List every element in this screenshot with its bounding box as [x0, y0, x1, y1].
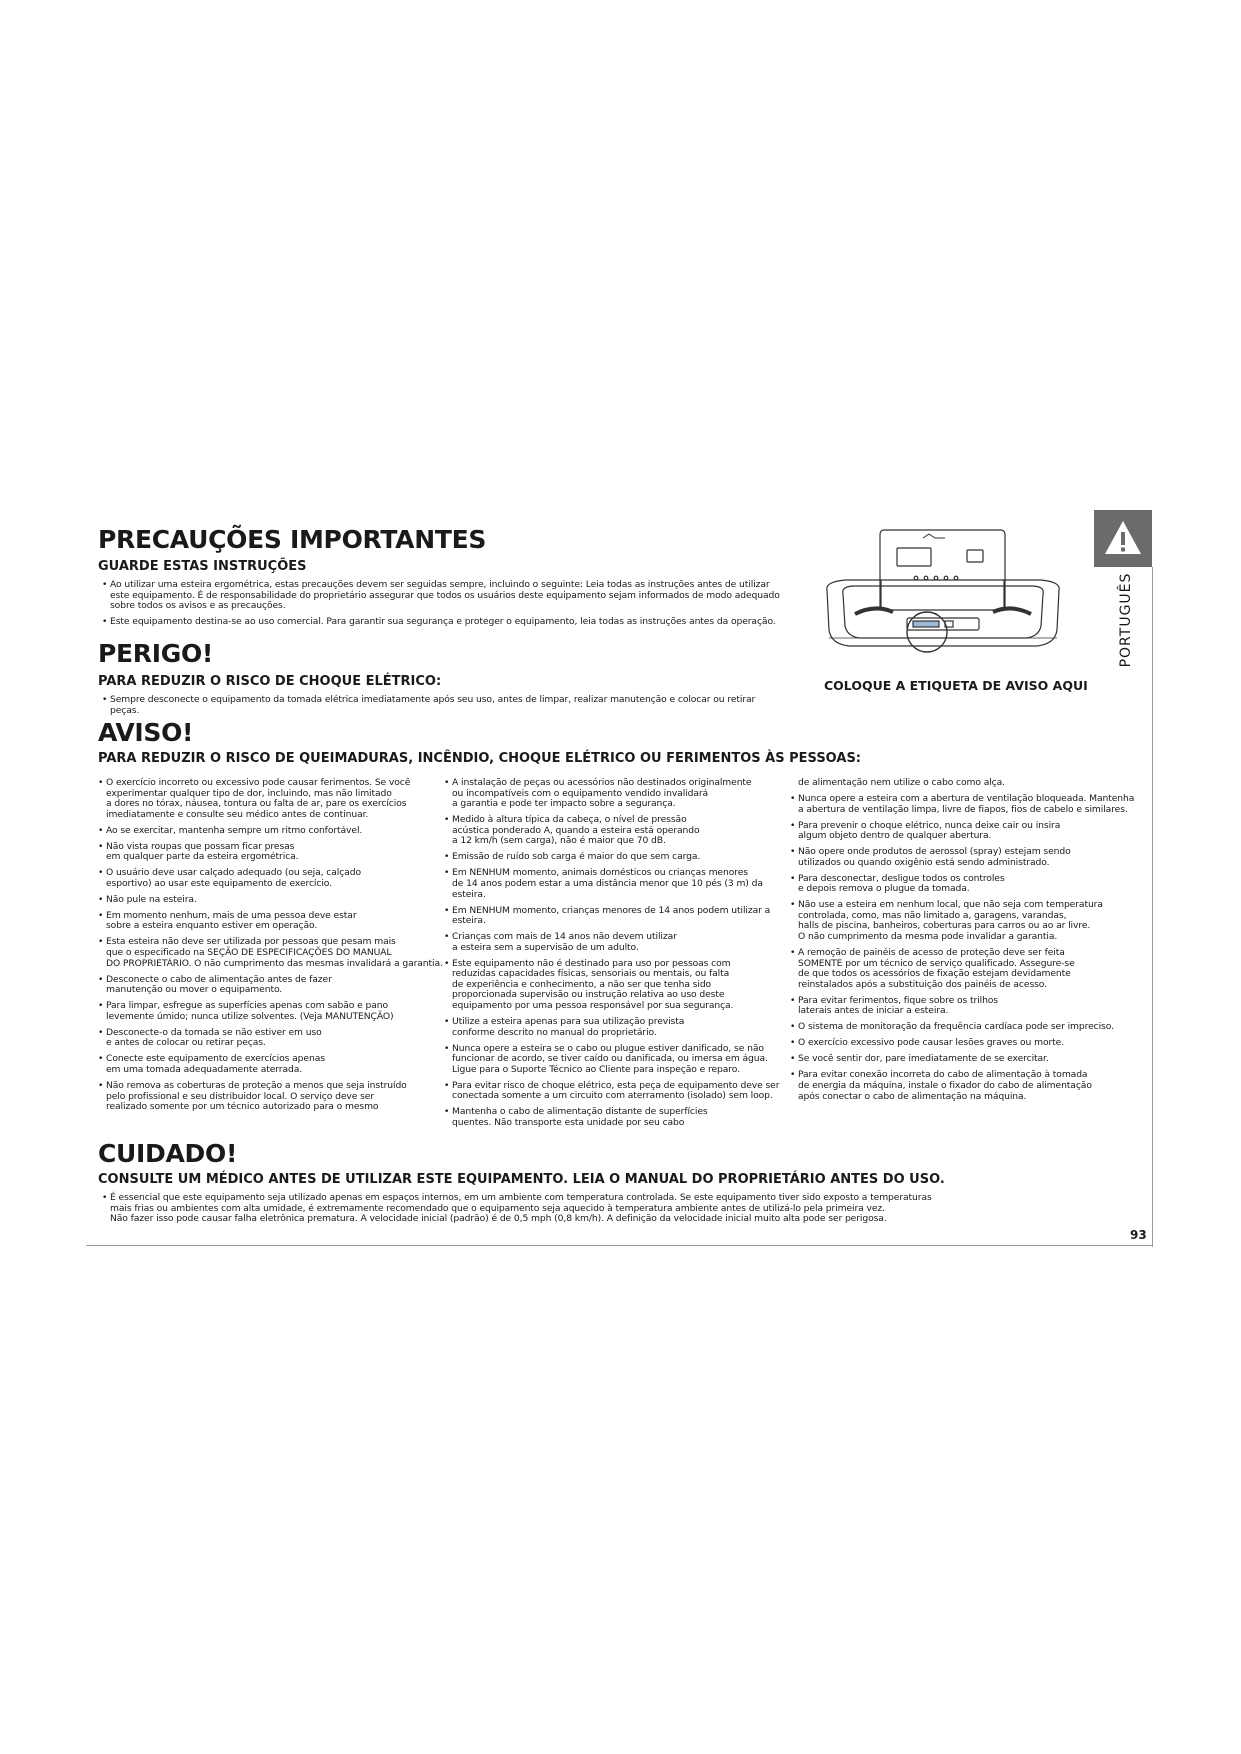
danger-subheading: PARA REDUZIR O RISCO DE CHOQUE ELÉTRICO:	[98, 674, 442, 689]
list-item: • Desconecte-o da tomada se não estiver em uso e antes de colocar ou retirar peças.	[98, 1028, 450, 1049]
continued-text: de alimentação nem utilize o cabo como alça.	[798, 777, 1005, 788]
list-item: • Não opere onde produtos de aerossol (spray) estejam sendo utilizados ou quando oxigênio está sendo administrado.	[790, 847, 1142, 868]
list-item: • Crianças com mais de 14 anos não devem utilizar a esteira sem a supervisão de um adulto.	[444, 932, 796, 953]
list-item: • O exercício excessivo pode causar lesões graves ou morte.	[790, 1038, 1142, 1049]
side-divider	[1152, 567, 1153, 1247]
list-item: • Sempre desconecte o equipamento da tomada elétrica imediatamente após seu uso, antes de limpar, realizar manutenção e colocar ou retirar peças.	[102, 695, 802, 716]
caution-heading: CUIDADO!	[98, 1139, 238, 1168]
list-item: • O sistema de monitoração da frequência cardíaca pode ser impreciso.	[790, 1022, 1142, 1033]
page-number: 93	[1130, 1228, 1147, 1242]
list-item: • Este equipamento destina-se ao uso comercial. Para garantir sua segurança e proteger o equipamento, leia todas as instruções antes da operação.	[102, 617, 802, 628]
list-item: • Utilize a esteira apenas para sua utilização prevista conforme descrito no manual do proprietário.	[444, 1017, 796, 1038]
list-item: • Para desconectar, desligue todos os controles e depois remova o plugue da tomada.	[790, 874, 1142, 895]
list-item: • Em momento nenhum, mais de uma pessoa deve estar sobre a esteira enquanto estiver em operação.	[98, 911, 450, 932]
list-item: • Não use a esteira em nenhum local, que não seja com temperatura controlada, como, mas não limitado a, garagens, varandas, halls de piscina, banheiros, coberturas para carros ou ao ar livre. O não cumprimento da mesma pode invalidar a garantia.	[790, 900, 1142, 942]
list-item: • Para evitar risco de choque elétrico, esta peça de equipamento deve ser conectada somente a um circuito com aterramento (isolado) sem loop.	[444, 1081, 796, 1102]
list-item: • Este equipamento não é destinado para uso por pessoas com reduzidas capacidades físicas, sensoriais ou mentais, ou falta de experiência e conhecimento, a não ser que tenha sido proporcionada supervisão ou instrução relativa ao uso deste equipamento por uma pessoa responsável por sua segurança.	[444, 959, 796, 1012]
warning-column-2	[444, 778, 796, 1134]
list-item: • Não remova as coberturas de proteção a menos que seja instruído pelo profissional e seu distribuidor local. O serviço deve ser realizado somente por um técnico autorizado para o mesmo	[98, 1081, 450, 1113]
list-item: • Em NENHUM momento, animais domésticos ou crianças menores de 14 anos podem estar a uma distância menor que 10 pés (3 m) da esteira.	[444, 868, 796, 900]
warning-column-3	[790, 778, 1142, 1108]
list-item: • Se você sentir dor, pare imediatamente de se exercitar.	[790, 1054, 1142, 1065]
caution-list	[102, 1193, 962, 1230]
bottom-rule	[86, 1245, 1152, 1246]
warning-subheading: PARA REDUZIR O RISCO DE QUEIMADURAS, INCÊNDIO, CHOQUE ELÉTRICO OU FERIMENTOS ÀS PESSOAS:	[98, 751, 862, 766]
list-item: • Ao se exercitar, mantenha sempre um ritmo confortável.	[98, 826, 450, 837]
danger-list	[102, 695, 802, 722]
list-item: • Não vista roupas que possam ficar presas em qualquer parte da esteira ergométrica.	[98, 842, 450, 863]
list-item: • Não pule na esteira.	[98, 895, 450, 906]
list-item: • Nunca opere a esteira com a abertura de ventilação bloqueada. Mantenha a abertura de ventilação limpa, livre de fiapos, fios de cabelo e similares.	[790, 794, 1142, 815]
page-title: PRECAUÇÕES IMPORTANTES	[98, 525, 487, 554]
warning-triangle-icon	[1094, 510, 1152, 567]
page-subtitle: GUARDE ESTAS INSTRUÇÕES	[98, 559, 307, 574]
list-item: • Para evitar conexão incorreta do cabo de alimentação à tomada de energia da máquina, instale o fixador do cabo de alimentação após conectar o cabo de alimentação na máquina.	[790, 1070, 1142, 1102]
warning-column-1	[98, 778, 450, 1118]
list-item: • Esta esteira não deve ser utilizada por pessoas que pesam mais que o especificado na SEÇÃO DE ESPECIFICAÇÕES DO MANUAL DO PROPRIETÁRIO. O não cumprimento das mesmas invalidará a garantia.	[98, 937, 450, 969]
list-item: • Para evitar ferimentos, fique sobre os trilhos laterais antes de iniciar a esteira.	[790, 996, 1142, 1017]
list-item: • O exercício incorreto ou excessivo pode causar ferimentos. Se você experimentar qualquer tipo de dor, incluindo, mas não limitado a dores no tórax, náusea, tontura ou falta de ar, pare os exercícios imediatamente e consulte seu médico antes de continuar.	[98, 778, 450, 820]
language-tab-label: PORTUGUÊS	[1118, 572, 1134, 668]
caution-subheading: CONSULTE UM MÉDICO ANTES DE UTILIZAR ESTE EQUIPAMENTO. LEIA O MANUAL DO PROPRIETÁRIO ANTES DO USO.	[98, 1172, 945, 1187]
danger-heading: PERIGO!	[98, 639, 214, 668]
list-item: • Para prevenir o choque elétrico, nunca deixe cair ou insira algum objeto dentro de qualquer abertura.	[790, 821, 1142, 842]
list-item: • Para limpar, esfregue as superfícies apenas com sabão e pano levemente úmido; nunca utilize solventes. (Veja MANUTENÇÃO)	[98, 1001, 450, 1022]
list-item: • Nunca opere a esteira se o cabo ou plugue estiver danificado, se não funcionar de acordo, se tiver caído ou danificada, ou imersa em água. Ligue para o Suporte Técnico ao Cliente para inspeção e reparo.	[444, 1044, 796, 1076]
list-item: • Conecte este equipamento de exercícios apenas em uma tomada adequadamente aterrada.	[98, 1054, 450, 1075]
list-item: • Mantenha o cabo de alimentação distante de superfícies quentes. Não transporte esta unidade por seu cabo	[444, 1107, 796, 1128]
treadmill-console-diagram	[815, 520, 1075, 670]
intro-list	[102, 580, 802, 633]
list-item: • É essencial que este equipamento seja utilizado apenas em espaços internos, em um ambiente com temperatura controlada. Se este equipamento tiver sido exposto a temperaturas mais frias ou ambientes com alta umidade, é extremamente recomendado que o equipamento seja aquecido à temperatura ambiente antes de utilizá-lo pela primeira vez. Não fazer isso pode causar falha eletrônica prematura. A velocidade inicial (padrão) é de 0,5 mph (0,8 km/h). A definição da velocidade inicial muito alta pode ser perigosa.	[102, 1193, 962, 1225]
list-item: • Emissão de ruído sob carga é maior do que sem carga.	[444, 852, 796, 863]
warning-tab	[1094, 510, 1152, 567]
list-item: • Em NENHUM momento, crianças menores de 14 anos podem utilizar a esteira.	[444, 906, 796, 927]
list-item: • A instalação de peças ou acessórios não destinados originalmente ou incompatíveis com o equipamento vendido invalidará a garantia e pode ter impacto sobre a segurança.	[444, 778, 796, 810]
list-item: • Desconecte o cabo de alimentação antes de fazer manutenção ou mover o equipamento.	[98, 975, 450, 996]
list-item: • O usuário deve usar calçado adequado (ou seja, calçado esportivo) ao usar este equipamento de exercício.	[98, 868, 450, 889]
warning-heading: AVISO!	[98, 718, 194, 747]
list-item: • Ao utilizar uma esteira ergométrica, estas precauções devem ser seguidas sempre, incluindo o seguinte: Leia todas as instruções antes de utilizar este equipamento. É de responsabilidade do proprietário assegurar que todos os usuários deste equipamento sejam informados de modo adequado sobre todos os avisos e as precauções.	[102, 580, 802, 612]
list-item: • Medido à altura típica da cabeça, o nível de pressão acústica ponderado A, quando a esteira está operando a 12 km/h (sem carga), não é maior que 70 dB.	[444, 815, 796, 847]
diagram-caption: COLOQUE A ETIQUETA DE AVISO AQUI	[824, 678, 1088, 693]
list-item: • A remoção de painéis de acesso de proteção deve ser feita SOMENTE por um técnico de serviço qualificado. Assegure-se de que todos os acessórios de fixação estejam devidamente reinstalados após a substituição dos painéis de acesso.	[790, 948, 1142, 990]
